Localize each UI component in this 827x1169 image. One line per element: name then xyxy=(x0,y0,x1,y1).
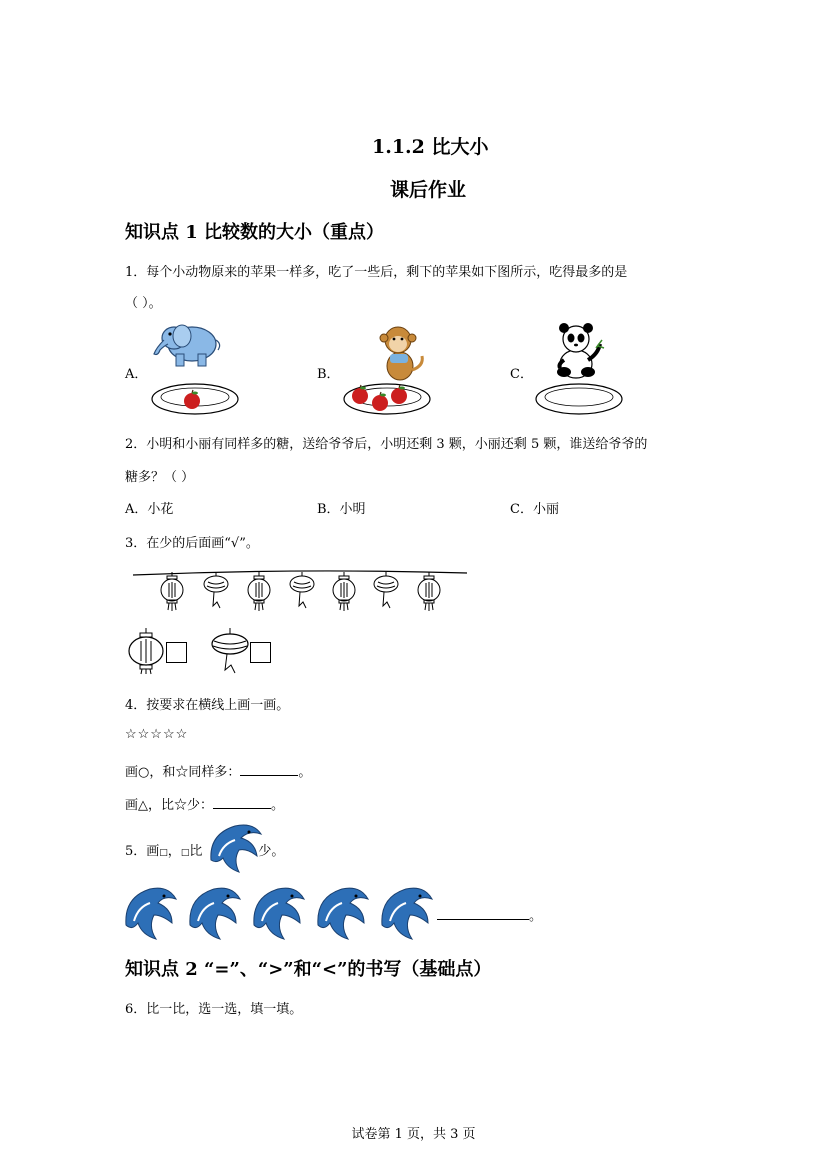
lantern-icon xyxy=(333,572,355,611)
q5-square: □ xyxy=(159,848,168,858)
q2-option-c: C．小丽 xyxy=(510,502,559,517)
q3-text: 3．在少的后面画“√”。 xyxy=(125,536,259,551)
q5-suffix: 少。 xyxy=(258,844,285,859)
apple-icon xyxy=(350,385,370,405)
apple-icon xyxy=(389,385,409,405)
apple-icon xyxy=(370,392,390,412)
lantern-icon xyxy=(210,628,252,674)
dolphin-icon xyxy=(318,888,368,939)
lantern-icon xyxy=(290,572,314,608)
section-1-heading: 知识点 1 比较数的大小（重点） xyxy=(125,222,385,243)
q5-sep: ， xyxy=(167,844,181,859)
q5-end: 。 xyxy=(529,909,543,924)
section-2-heading: 知识点 2 “=”、“>”和“<”的书写（基础点） xyxy=(125,959,492,980)
q5-mid: 比 xyxy=(189,844,203,859)
dolphin-row xyxy=(120,883,440,941)
document-subtitle: 课后作业 xyxy=(390,179,467,201)
document-title: 1.1.2 比大小 xyxy=(372,136,489,158)
lantern-icon xyxy=(374,572,398,608)
q1-text-line2: （ ）。 xyxy=(125,296,162,311)
panda-icon xyxy=(552,322,604,380)
q2-option-b: B．小明 xyxy=(317,502,366,517)
q4-line-a-end: 。 xyxy=(298,765,312,780)
q5-square-2: □ xyxy=(180,848,190,858)
lantern-row xyxy=(130,566,470,612)
q4-answer-blank-a[interactable] xyxy=(240,764,298,776)
q1-option-b-label: B． xyxy=(317,367,340,382)
q4-answer-blank-b[interactable] xyxy=(213,797,271,809)
lantern-icon xyxy=(204,572,228,608)
q5-prefix: 5．画 xyxy=(125,844,160,859)
q4-line-b-end: 。 xyxy=(271,798,285,813)
q1-option-c-label: C． xyxy=(510,367,533,382)
q4-text: 4．按要求在横线上画一画。 xyxy=(125,698,290,713)
q5-answer-line xyxy=(437,905,542,924)
monkey-icon xyxy=(378,322,428,384)
dolphin-icon xyxy=(382,888,432,939)
apple-icon xyxy=(182,390,202,410)
q2-text-line1: 2．小明和小丽有同样多的糖，送给爷爷后，小明还剩 3 颗，小丽还剩 5 颗，谁送给爷爷的 xyxy=(125,437,648,452)
answer-checkbox-a[interactable] xyxy=(166,642,187,663)
q1-option-a-label: A． xyxy=(125,367,148,382)
dolphin-icon xyxy=(205,820,265,878)
q6-text: 6．比一比，选一选，填一填。 xyxy=(125,1002,303,1017)
answer-checkbox-b[interactable] xyxy=(250,642,271,663)
q4-stars: ☆☆☆☆☆ xyxy=(125,727,189,742)
q1-text-line1: 1．每个小动物原来的苹果一样多，吃了一些后，剩下的苹果如下图所示，吃得最多的是 xyxy=(125,265,628,280)
q4-line-a xyxy=(125,761,311,780)
lantern-icon xyxy=(126,628,166,674)
lantern-icon xyxy=(248,572,270,611)
lantern-icon xyxy=(161,572,183,611)
dolphin-icon xyxy=(190,888,240,939)
page-footer: 试卷第 1 页，共 3 页 xyxy=(351,1127,476,1142)
plate-c xyxy=(534,382,624,416)
dolphin-icon xyxy=(126,888,176,939)
q2-option-a: A．小花 xyxy=(125,502,174,517)
q4-line-b-prefix: 画△，比☆少： xyxy=(125,798,213,813)
q2-text-line2: 糖多？（ ） xyxy=(125,470,195,485)
q4-line-a-prefix: 画○，和☆同样多： xyxy=(125,765,241,780)
dolphin-icon xyxy=(254,888,304,939)
q4-line-b xyxy=(125,794,284,813)
q5-answer-blank[interactable] xyxy=(437,908,529,920)
lantern-icon xyxy=(418,572,440,611)
elephant-icon xyxy=(150,318,222,370)
